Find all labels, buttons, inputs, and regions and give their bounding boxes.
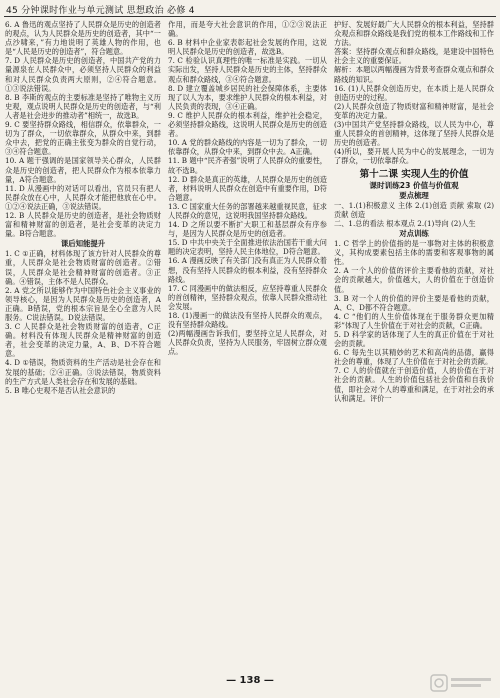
answer-item: 17. C 同漫画中的做法相反，应坚持尊重人民群众的首创精神，坚持群众观点，依靠人民群众推动社会发展。 xyxy=(168,283,327,311)
answer-item: 6. B 材料中企业家表彰起社会发展的作用，这说明人民群众是历史的创造者，故选B。 xyxy=(168,38,327,57)
text-column-left xyxy=(5,20,161,668)
answer-item: 10. A 题干强调的是国家领导关心群众，人民群众是历史的创造者，把人民群众作为根本依靠力量，A符合题意。 xyxy=(5,156,161,184)
answer-item: 2. A 一个人的价值的评价主要看他的贡献，对社会的贡献越大，价值越大，人的价值在于创造价值。 xyxy=(334,266,494,294)
header-title: 45 分钟课时作业与单元测试 思想政治 必修 4 xyxy=(6,6,195,16)
answer-item: 8. B 李斯的观点的主要标准是坚持了唯物主义历史观，观点说明人民群众是历史的创造者，与“利人者是社会进步的推动者”相统一，故选B。 xyxy=(5,92,161,120)
text-column-middle xyxy=(168,20,327,668)
answer-item: 5. D 科学家的话体现了人生的真正价值在于对社会的贡献。 xyxy=(334,330,494,349)
answer-item: 8. D 建立覆盖城乡居民的社会保障体系，主要体现了以人为本，要求维护人民群众的根本利益，对人民负责的表现，③④正确。 xyxy=(168,83,327,111)
answer-item: 3. C 人民群众是社会物质财富的创造者，C正确。材料没有体现人民群众是精神财富的创造者，社会变革的决定力量，A、B、D不符合题意。 xyxy=(5,322,161,359)
answer-item: 4. C “他们的人生价值体现在于服务群众更加精彩”体现了人生价值在于对社会的贡献，C正确。 xyxy=(334,311,494,330)
watermark-logo-icon xyxy=(430,672,494,694)
answer-item: 7. D 人民群众是历史的创造者，中国共产党的力量源泉在人民群众中，必须坚持人民群众的利益和对人民群众负责两大原则，②④符合题意。①③说法错误。 xyxy=(5,56,161,93)
answer-item: 9. C 要坚持群众路线，相信群众，依靠群众，一切为了群众，一切依靠群众，从群众中来，到群众中去，把党的正确主张变为群众的自觉行动，③④符合题意。 xyxy=(5,120,161,157)
section-heading: 要点梳理 xyxy=(399,190,429,200)
answer-item: 4. D ①错误，物质资料的生产活动是社会存在和发展的基础；②④正确。③说法错误，物质资料的生产方式是人类社会存在和发展的基础。 xyxy=(5,358,161,386)
answer-item: 11. B 题中“民齐者强”说明了人民群众的重要性，故不选B。 xyxy=(168,156,327,175)
answer-item: 二、1.总的看法 根本观点 2.(1)导向 (2)人生 xyxy=(334,218,476,228)
answer-item: 10. A 党的群众路线的内容是一切为了群众，一切依靠群众，从群众中来，到群众中去。A正确。 xyxy=(168,138,327,157)
answer-item: (3)中国共产党坚持群众路线，以人民为中心，尊重人民群众的首创精神，这体现了坚持人民群众是历史的创造者。 xyxy=(334,120,494,148)
answer-item: (4)所以，要开展人民为中心的发展理念，一切为了群众，一切依靠群众。 xyxy=(334,147,494,166)
answer-item: 12. D 群众是真正的英雄，人民群众是历史的创造者，材料说明人民群众在创造中有重要作用，D符合题意。 xyxy=(168,174,327,202)
answer-item: 15. D 中共中央关于全面推进依法治国若干重大问题的决定表明，坚持人民主体地位，D符合题意。 xyxy=(168,238,327,257)
section-heading: 课后知能提升 xyxy=(60,239,106,249)
answer-item: 9. C 维护人民群众的根本利益，维护社会稳定，必须坚持群众路线，这说明人民群众是历史的创造者。 xyxy=(168,110,327,139)
lesson-subtitle: 课时训练23 价值与价值观 xyxy=(369,180,459,190)
answer-item: 11. D 从漫画中的对话可以看出，官员只有把人民群众放在心中，人民群众才能把他放在心中。①②④说法正确，③说法错误。 xyxy=(5,183,161,211)
answer-item: 16. (1)人民群众创造历史，在本质上是人民群众创造历史的过程。 xyxy=(334,83,494,102)
answer-item: 7. C 人的价值就在于创造价值，人的价值在于对社会的贡献。人生的价值包括社会价值和自我价值，即社会对个人的尊重和满足，在于对社会的承认和满足。评价一 xyxy=(334,366,494,403)
answer-item: (2)两幅漫画告诉我们，要坚持立足人民群众，对人民群众负责，坚持为人民服务，牢固树立群众观点。 xyxy=(168,329,327,357)
section-heading: 对点训练 xyxy=(399,228,429,238)
page-header xyxy=(0,0,500,18)
answer-item: 3. B 对一个人的价值的评价主要是看他的贡献，A、C、D都不符合题意。 xyxy=(334,293,494,312)
answer-item: 18. (1)漫画一的做法没有坚持人民群众的观点，没有坚持群众路线。 xyxy=(168,311,327,330)
answer-item: 2. A 党之所以能够作为中国特色社会主义事业的领导核心，是因为人民群众是历史的创造者，A正确。B错误，党的根本宗旨是全心全意为人民服务。C说法错误。D说法错误。 xyxy=(5,285,161,322)
answer-item: 作用，而是夸大社会意识的作用，①②③说法正确。 xyxy=(168,20,327,39)
answer-item: 6. A 鲁迅的观点坚持了人民群众是历史的创造者的观点，认为人民群众是历史的创造者，其中“一点沙啸来，”有力地说明了英雄人物的作用，也是“人民是历史的创造者”，符合题意。 xyxy=(5,20,161,57)
header-divider xyxy=(4,16,496,17)
answer-item: 12. B 人民群众是历史的创造者，是社会物质财富和精神财富的创造者，是社会变革的决定力量。B符合题意。 xyxy=(5,210,161,239)
answer-item: 一、1.(1)积极意义 主体 2.(1)创造 贡献 索取 (2)贡献 创造 xyxy=(334,200,494,219)
answer-item: 护好、发展好最广大人民群众的根本利益，坚持群众观点和群众路线是我们党的根本工作路线和工作方法。 xyxy=(334,20,494,48)
answer-item: 14. D 之所以要不断扩大职工和基层群众有序参与，是因为人民群众是历史的创造者。 xyxy=(168,220,327,239)
answer-item: 答案：坚持群众观点和群众路线，是建设中国特色社会主义的重要保证。 xyxy=(334,47,494,66)
answer-item: 5. B 唯心史观不是否认社会意识的 xyxy=(5,385,116,395)
answer-item: 7. C 检验认识真理性的唯一标准是实践。一切从实际出发，坚持人民群众是历史的主体，坚持群众观点和群众路线，③④符合题意。 xyxy=(168,56,327,84)
answer-item: 6. C 每先生以其精妙的艺术和高尚的品德，赢得社会的尊重，体现了人生价值在于对社会的贡献。 xyxy=(334,348,494,367)
text-column-right xyxy=(334,20,494,668)
answer-item: 16. A 漫画反映了有关部门没有真正为人民群众着想，没有坚持人民群众的根本利益，没有坚持群众路线。 xyxy=(168,256,327,284)
answer-item: 1. C ①正确，材料体现了该方针对人民群众的尊重，人民群众是社会物质财富的创造者。②错误，人民群众是社会精神财富的创造者。③正确。④错误，主体不是人民群众。 xyxy=(5,249,161,286)
answer-item: 1. C 哲学上的价值指的是一事物对主体的积极意义，其构成要素包括主体的需要和客观事物的属性。 xyxy=(334,239,494,267)
answer-item: 13. C 国家重大任务的部署越来越重视民意，征求人民群众的意见，这说明我国坚持群众路线。 xyxy=(168,201,327,220)
lesson-title: 第十二课 实现人生的价值 xyxy=(359,168,469,180)
answer-item: 解析：本题以两幅漫画为背景考查群众观点和群众路线的知识。 xyxy=(334,65,494,84)
answer-item: (2)人民群众创造了物质财富和精神财富，是社会变革的决定力量。 xyxy=(334,101,494,120)
page-number: — 138 — xyxy=(226,675,274,686)
